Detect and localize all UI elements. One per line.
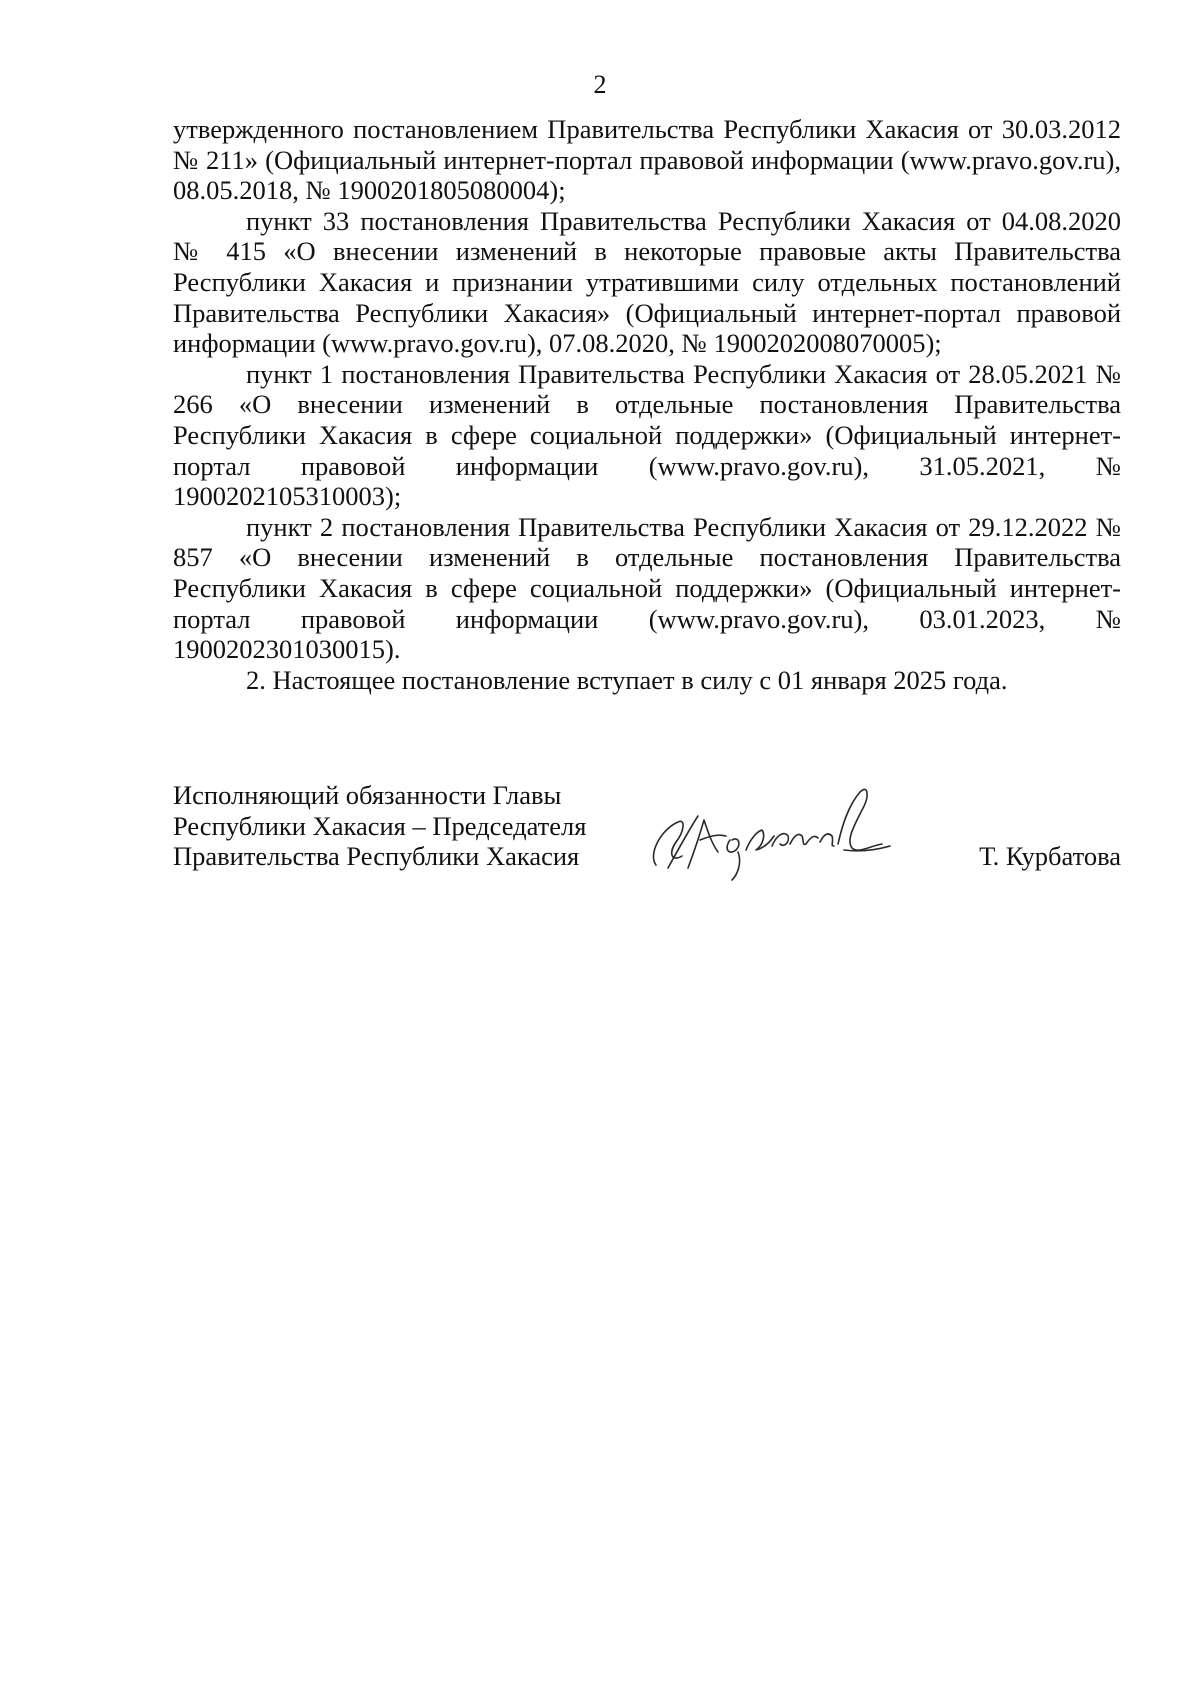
text-line: 08.05.2018, № 1900201805080004); (173, 175, 566, 206)
signature-strokes (653, 789, 890, 880)
paragraph-effective-date (173, 665, 1121, 696)
paragraph-clause-1 (173, 359, 1121, 512)
text-line: Республики Хакасия в сфере социальной поддержки» (Официальный интернет- (173, 419, 1121, 450)
signer-name: Т. Курбатова (979, 841, 1121, 871)
text-line: информации (www.pravo.gov.ru), 07.08.2020, № 1900202008070005); (173, 328, 942, 359)
paragraph-clause-33 (173, 206, 1121, 359)
position-line: Исполняющий обязанности Главы (173, 780, 562, 810)
text-line: Республики Хакасия в сфере социальной поддержки» (Официальный интернет- (173, 572, 1121, 603)
signer-position (173, 780, 653, 872)
text-line: пункт 1 постановления Правительства Республики Хакасия от 28.05.2021 (246, 358, 1088, 389)
page-number: 2 (593, 70, 607, 99)
text-line: № 1900202301030015). (173, 603, 1121, 665)
text-line: № 857 «О внесении изменений в отдельные постановления Правительства (173, 511, 1121, 573)
text-line: 2. Настоящее постановление вступает в силу с 01 января 2025 года. (246, 664, 1008, 695)
signature-block (173, 780, 1121, 900)
text-line: портал правовой информации (www.pravo.gov.ru), 03.01.2023, (173, 603, 1046, 634)
text-line: № 266 «О внесении изменений в отдельные постановления Правительства (173, 358, 1121, 420)
text-line: № 415 «О внесении изменений в некоторые правовые акты Правительства (173, 236, 1121, 267)
document-body (173, 114, 1121, 695)
text-line: портал правовой информации (www.pravo.gov.ru), 31.05.2021, (173, 450, 1046, 481)
text-line: пункт 33 постановления Правительства Республики Хакасия от 04.08.2020 (246, 205, 1121, 236)
text-line: Республики Хакасия и признании утратившими силу отдельных постановлений (173, 266, 1121, 297)
text-line: № 1900202105310003); (173, 450, 1121, 512)
paragraph-clause-2 (173, 512, 1121, 665)
text-line: утвержденного постановлением Правительства Республики Хакасия от 30.03.2012 (173, 114, 1121, 144)
handwritten-signature (638, 770, 898, 890)
paragraph-previous-act-continuation (173, 114, 1121, 206)
text-line: пункт 2 постановления Правительства Республики Хакасия от 29.12.2022 (246, 511, 1088, 542)
text-line: Правительства Республики Хакасия» (Официальный интернет-портал правовой (173, 297, 1121, 328)
position-line: Республики Хакасия – Председателя (173, 810, 587, 841)
position-line: Правительства Республики Хакасия (173, 841, 580, 872)
text-line: № 211» (Официальный интернет-портал правовой информации (www.pravo.gov.ru), (173, 144, 1121, 175)
